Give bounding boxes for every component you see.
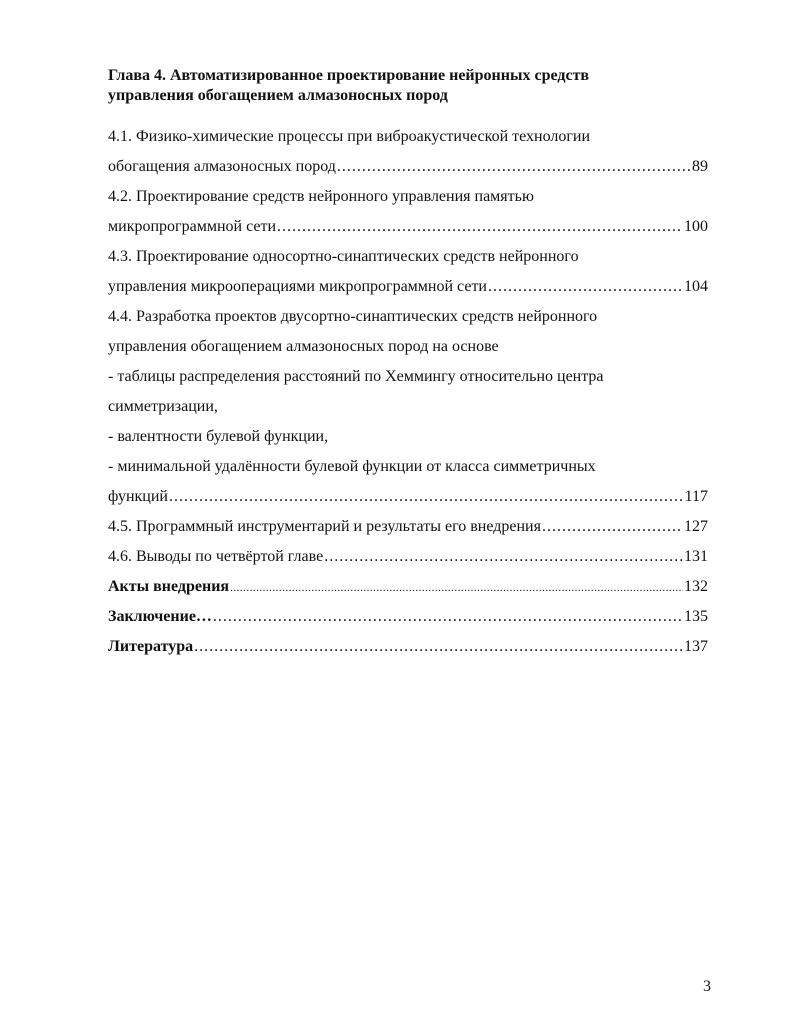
toc-literature-text: Литература [108, 638, 194, 655]
toc-4-6-text: 4.6. Выводы по четвёртой главе [108, 548, 324, 565]
toc-acts-text: Акты внедрения [108, 578, 230, 595]
toc-conclusion-page: 135 [684, 608, 708, 625]
toc-4-2-line-1: 4.2. Проектирование средств нейронного управления памятью [108, 188, 534, 205]
chapter-title-line-2: управления обогащением алмазоносных пород [108, 87, 448, 104]
toc-4-4-line-5: - валентности булевой функции, [108, 428, 329, 445]
toc-4-3-line-1: 4.3. Проектирование односортно-синаптических средств нейронного [108, 248, 579, 265]
dot-leader [542, 512, 683, 542]
toc-4-4-line-7: функций [108, 488, 168, 505]
dot-leader [488, 272, 683, 302]
toc-4-3-line-2: управления микрооперациями микропрограммной сети [108, 278, 487, 295]
dot-leader [169, 482, 684, 512]
table-of-contents [108, 122, 708, 662]
toc-4-2-line-2: микропрограммной сети [108, 218, 277, 235]
page-number: 3 [703, 978, 711, 995]
toc-4-5-text: 4.5. Программный инструментарий и результаты его внедрения [108, 518, 541, 535]
toc-4-1-line-2: обогащения алмазоносных пород [108, 158, 336, 175]
toc-4-4-entry [108, 482, 708, 512]
toc-acts-page: 132 [684, 578, 708, 595]
toc-4-4-line-2: управления обогащением алмазоносных пород на основе [108, 338, 499, 355]
toc-4-4-line-3: - таблицы распределения расстояний по Хеммингу относительно центра [108, 368, 604, 385]
toc-4-1-page: 89 [692, 158, 708, 175]
dot-leader [230, 572, 683, 602]
chapter-title [108, 66, 708, 106]
toc-4-3-page: 104 [684, 278, 708, 295]
toc-4-6-entry [108, 542, 708, 572]
toc-4-4-page: 117 [684, 488, 708, 505]
dot-leader [213, 602, 683, 632]
chapter-title-line-1: Глава 4. Автоматизированное проектирование нейронных средств [108, 67, 590, 84]
toc-4-2-entry [108, 212, 708, 242]
dot-leader [324, 542, 683, 572]
toc-literature-entry [108, 632, 708, 662]
toc-4-1-line-1: 4.1. Физико-химические процессы при виброакустической технологии [108, 128, 591, 145]
toc-4-6-page: 131 [684, 548, 708, 565]
toc-4-2-page: 100 [684, 218, 708, 235]
toc-4-3-entry [108, 272, 708, 302]
toc-acts-entry [108, 572, 708, 602]
toc-conclusion-entry [108, 602, 708, 632]
toc-literature-page: 137 [684, 638, 708, 655]
toc-conclusion-text: Заключение… [108, 608, 212, 625]
toc-4-5-entry [108, 512, 708, 542]
toc-4-4-line-1: 4.4. Разработка проектов двусортно-синаптических средств нейронного [108, 308, 598, 325]
toc-4-5-page: 127 [684, 518, 708, 535]
dot-leader [194, 632, 683, 662]
dot-leader [337, 152, 691, 182]
toc-4-1-entry [108, 152, 708, 182]
toc-4-4-line-6: - минимальной удалённости булевой функции от класса симметричных [108, 458, 596, 475]
toc-4-4-line-4: симметризации, [108, 398, 218, 415]
dot-leader [277, 212, 683, 242]
